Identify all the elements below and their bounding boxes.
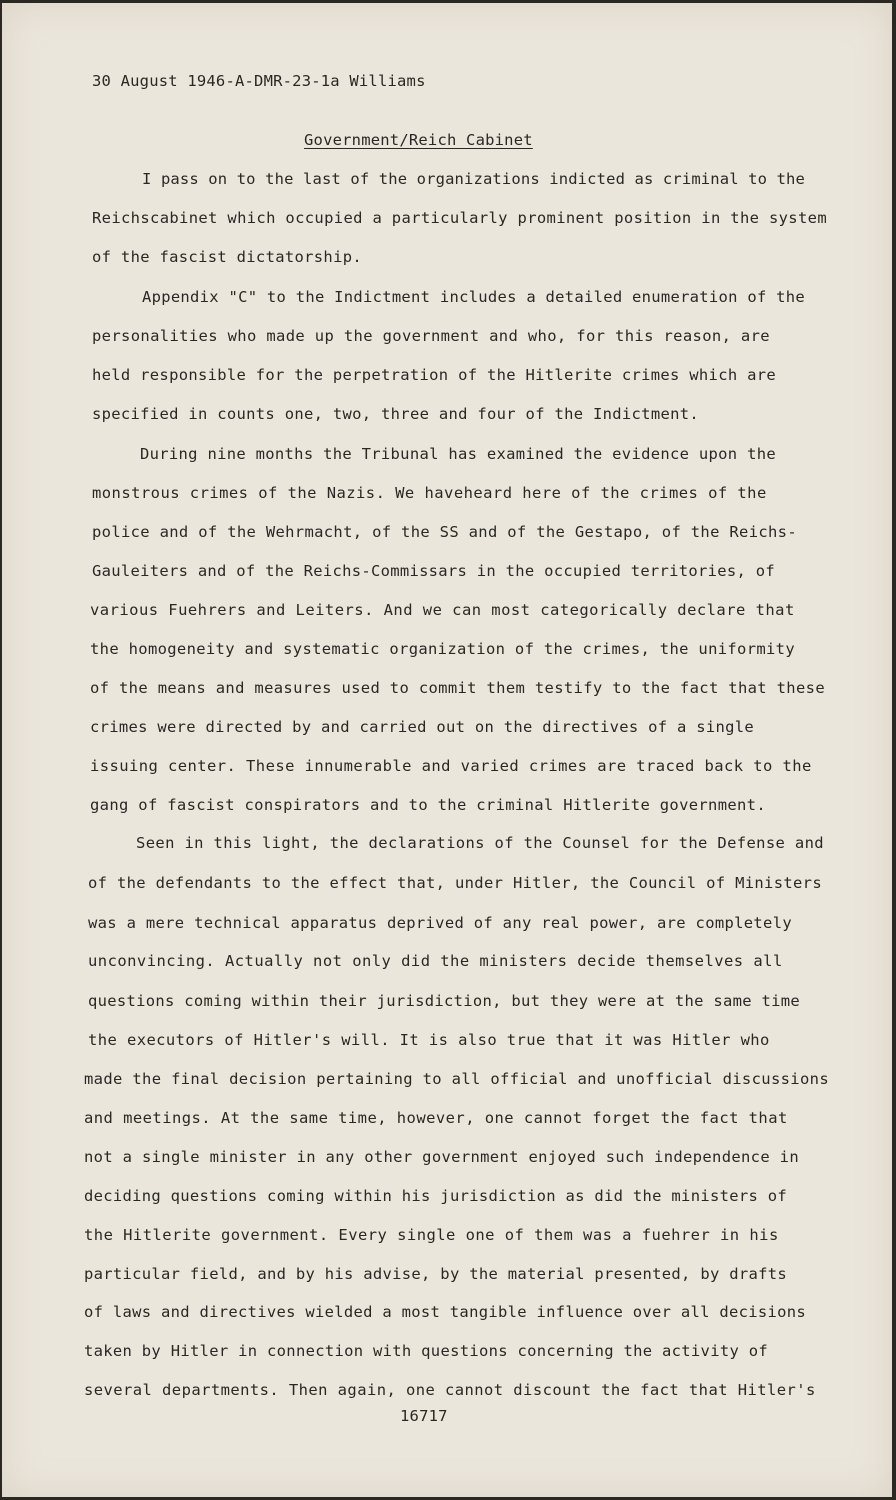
text-line: questions coming within their jurisdiction, but they were at the same time <box>88 992 800 1010</box>
text-line: was a mere technical apparatus deprived of any real power, are completely <box>88 914 792 932</box>
document-header: 30 August 1946-A-DMR-23-1a Williams <box>92 72 426 90</box>
text-line: Seen in this light, the declarations of the Counsel for the Defense and <box>136 834 824 852</box>
text-line: police and of the Wehrmacht, of the SS and of the Gestapo, of the Reichs- <box>92 523 797 541</box>
text-line: the homogeneity and systematic organization of the crimes, the uniformity <box>90 640 795 658</box>
text-line: and meetings. At the same time, however, one cannot forget the fact that <box>84 1109 788 1127</box>
text-line: Reichscabinet which occupied a particularly prominent position in the system <box>92 209 827 227</box>
text-line: Gauleiters and of the Reichs-Commissars in the occupied territories, of <box>92 562 775 580</box>
text-line: specified in counts one, two, three and four of the Indictment. <box>92 405 699 423</box>
text-line: held responsible for the perpetration of the Hitlerite crimes which are <box>92 366 776 384</box>
text-line: of laws and directives wielded a most tangible influence over all decisions <box>84 1303 806 1321</box>
text-line: issuing center. These innumerable and varied crimes are traced back to the <box>90 757 812 775</box>
text-line: crimes were directed by and carried out on the directives of a single <box>90 718 754 736</box>
text-line: personalities who made up the government and who, for this reason, are <box>92 327 770 345</box>
text-line: made the final decision pertaining to all official and unofficial discussions <box>84 1070 829 1088</box>
text-line: of the fascist dictatorship. <box>92 248 362 266</box>
text-line: of the defendants to the effect that, under Hitler, the Council of Ministers <box>88 874 822 892</box>
text-line: particular field, and by his advise, by the material presented, by drafts <box>84 1265 787 1283</box>
section-title: Government/Reich Cabinet <box>304 131 533 149</box>
text-line: During nine months the Tribunal has examined the evidence upon the <box>140 445 776 463</box>
text-line: the Hitlerite government. Every single one of them was a fuehrer in his <box>84 1226 779 1244</box>
text-line: monstrous crimes of the Nazis. We haveheard here of the crimes of the <box>92 484 767 502</box>
page-number: 16717 <box>400 1407 448 1425</box>
text-line: not a single minister in any other government enjoyed such independence in <box>84 1148 799 1166</box>
document-page <box>2 3 892 1497</box>
text-line: several departments. Then again, one cannot discount the fact that Hitler's <box>84 1381 816 1399</box>
text-line: of the means and measures used to commit them testify to the fact that these <box>90 679 825 697</box>
text-line: I pass on to the last of the organizations indicted as criminal to the <box>142 170 805 188</box>
text-line: various Fuehrers and Leiters. And we can most categorically declare that <box>90 601 795 619</box>
text-line: taken by Hitler in connection with questions concerning the activity of <box>84 1342 768 1360</box>
text-line: deciding questions coming within his jurisdiction as did the ministers of <box>84 1187 787 1205</box>
text-line: the executors of Hitler's will. It is also true that it was Hitler who <box>88 1031 770 1049</box>
text-line: unconvincing. Actually not only did the ministers decide themselves all <box>88 952 783 970</box>
text-line: Appendix "C" to the Indictment includes a detailed enumeration of the <box>142 288 805 306</box>
text-line: gang of fascist conspirators and to the criminal Hitlerite government. <box>90 796 766 814</box>
